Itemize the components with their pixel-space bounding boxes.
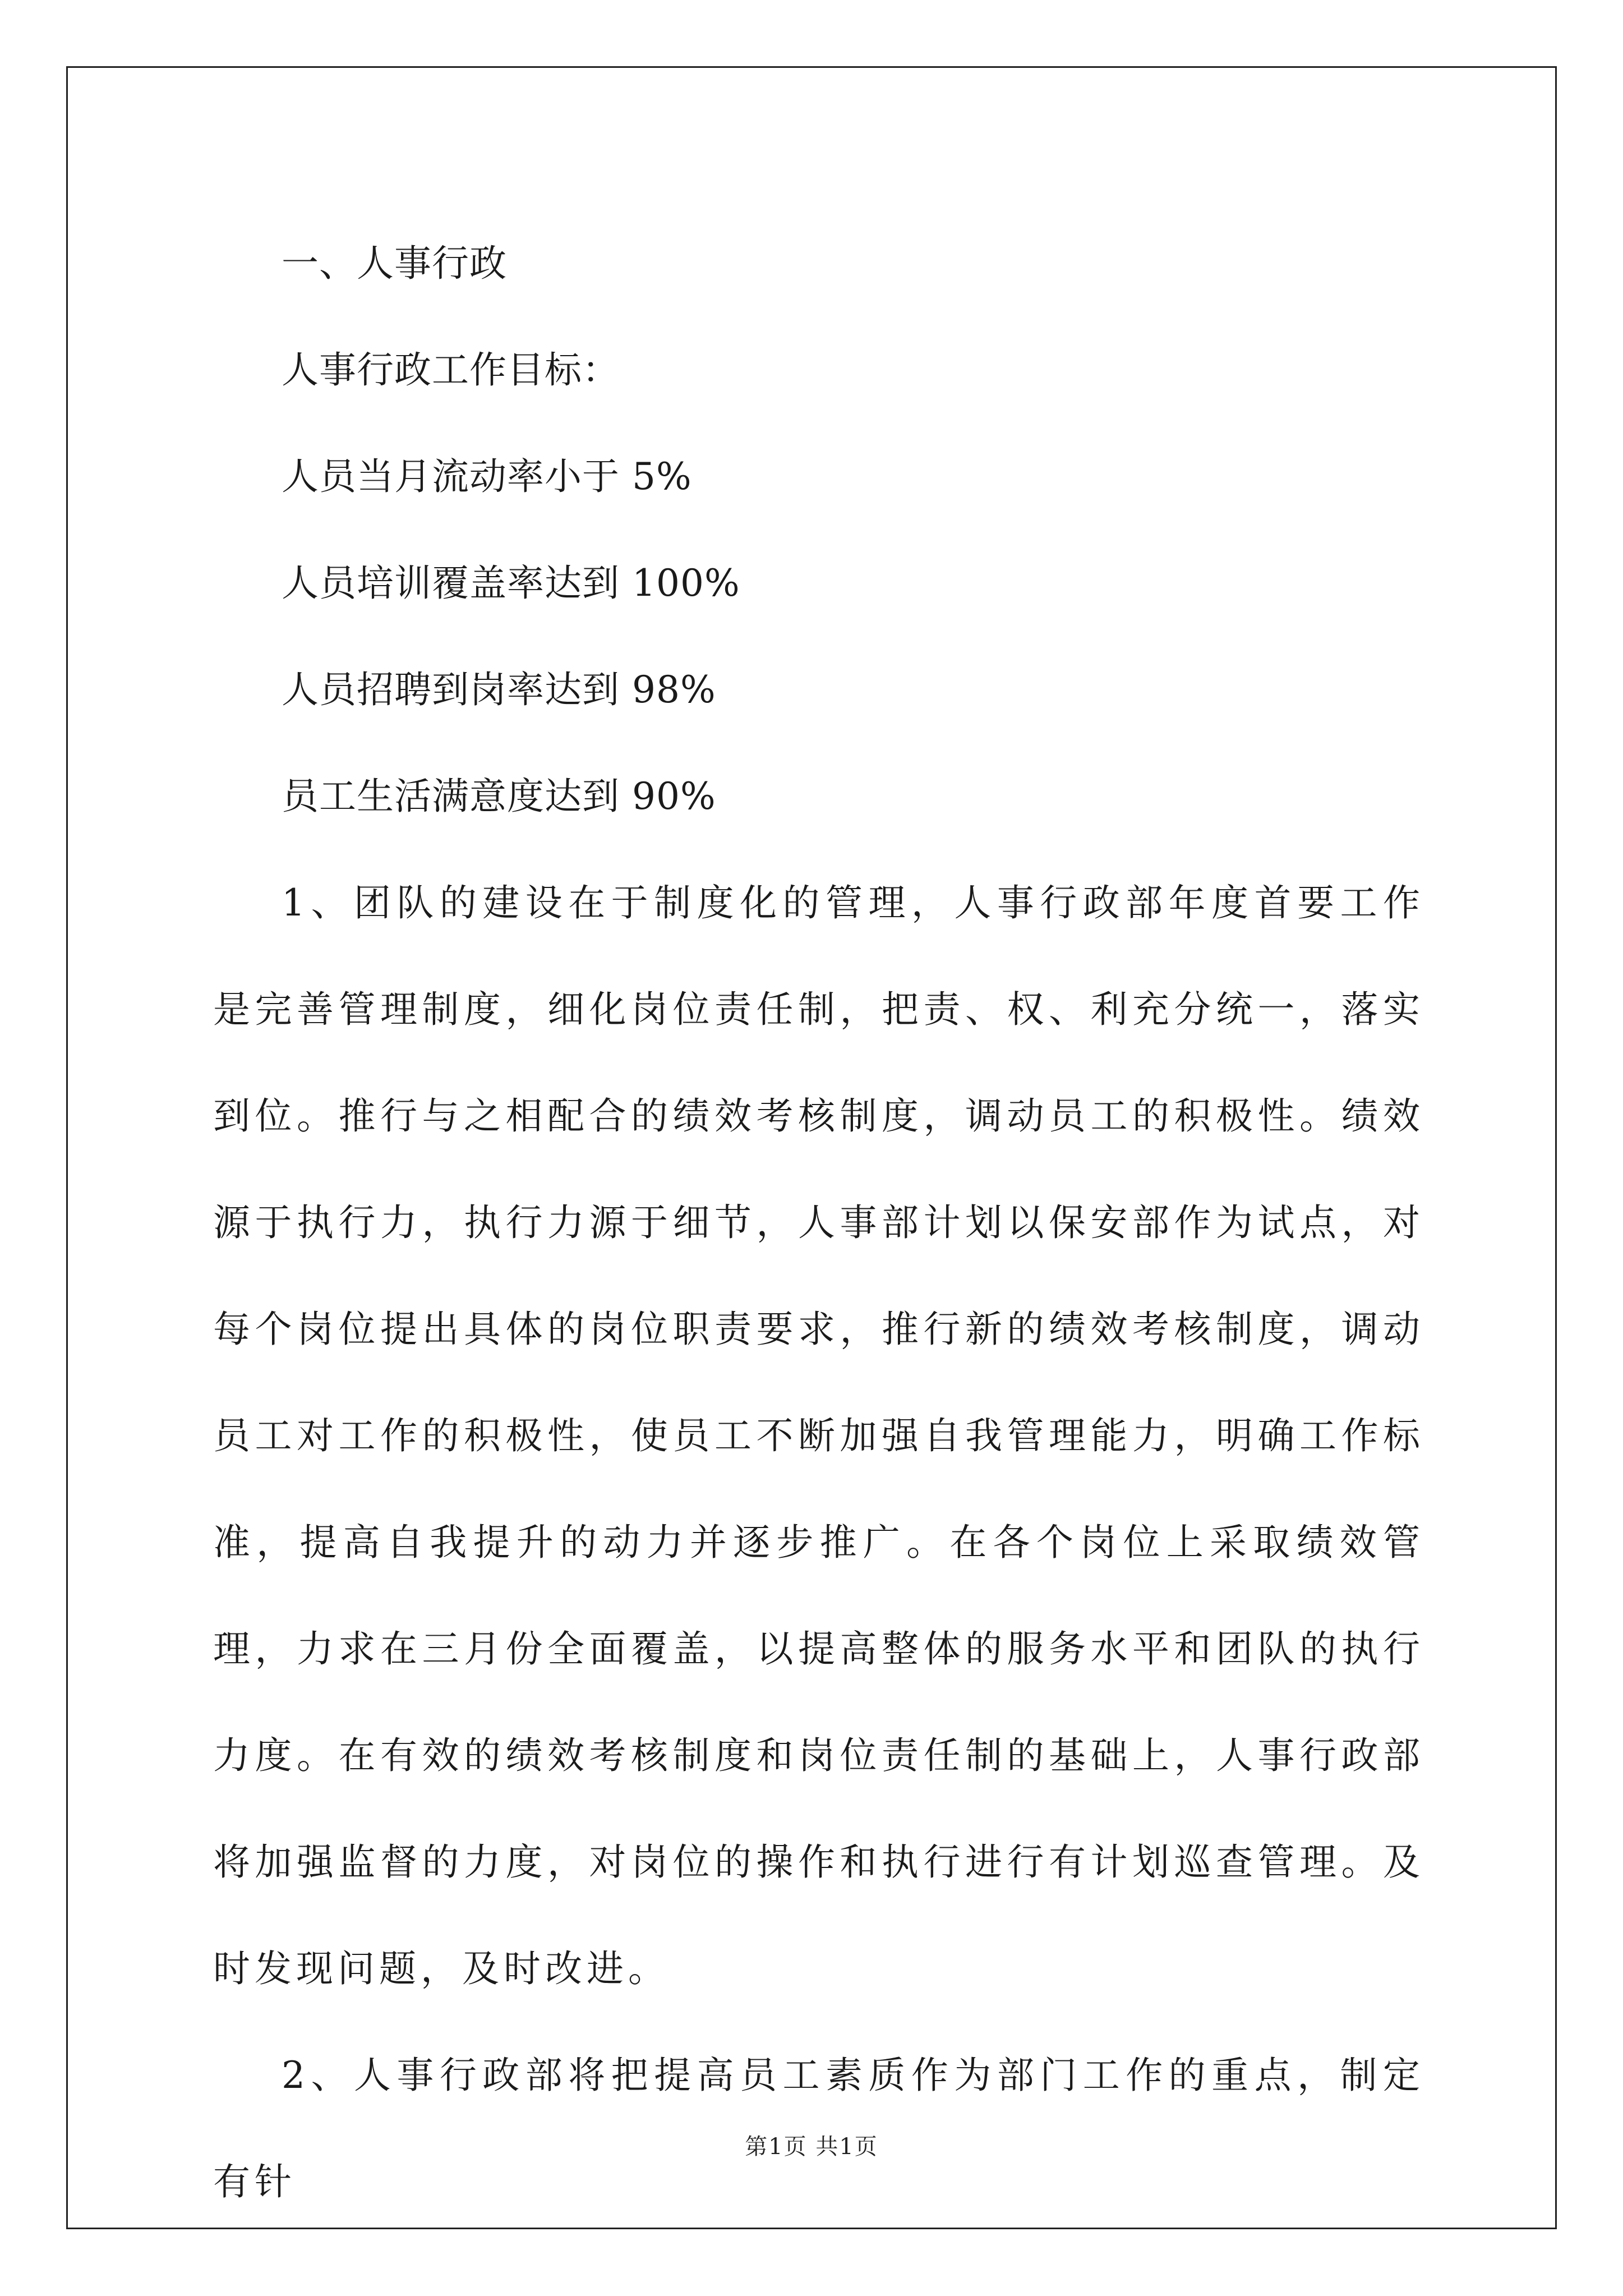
goal-item: 员工生活满意度达到 90%	[282, 775, 716, 818]
goals-title: 人事行政工作目标：	[282, 348, 620, 392]
paragraph-2: 2、人事行政部将把提高员工素质作为部门工作的重点，制定有针	[213, 2054, 1424, 2203]
goal-item: 人员培训覆盖率达到 100%	[282, 562, 740, 605]
goal-item: 人员招聘到岗率达到 98%	[282, 668, 716, 711]
section-heading: 一、人事行政	[282, 242, 507, 285]
paragraph-block	[213, 850, 1424, 2235]
paragraph-1: 1、团队的建设在于制度化的管理，人事行政部年度首要工作是完善管理制度，细化岗位责任制，把责、权、利充分统一，落实到位。推行与之相配合的绩效考核制度，调动员工的积极性。绩效源于执行力，执行力源于细节，人事部计划以保安部作为试点，对每个岗位提出具体的岗位职责要求，推行新的绩效考核制度，调动员工对工作的积极性，使员工不断加强自我管理能力，明确工作标准，提高自我提升的动力并逐步推广。在各个岗位上采取绩效管理，力求在三月份全面覆盖，以提高整体的服务水平和团队的执行力度。在有效的绩效考核制度和岗位责任制的基础上，人事行政部将加强监督的力度，对岗位的操作和执行进行有计划巡查管理。及时发现问题，及时改进。	[213, 881, 1424, 1990]
goal-item: 人员当月流动率小于 5%	[282, 455, 692, 498]
document-body	[213, 210, 1424, 2235]
page-footer: 第1页 共1页	[745, 2134, 878, 2160]
